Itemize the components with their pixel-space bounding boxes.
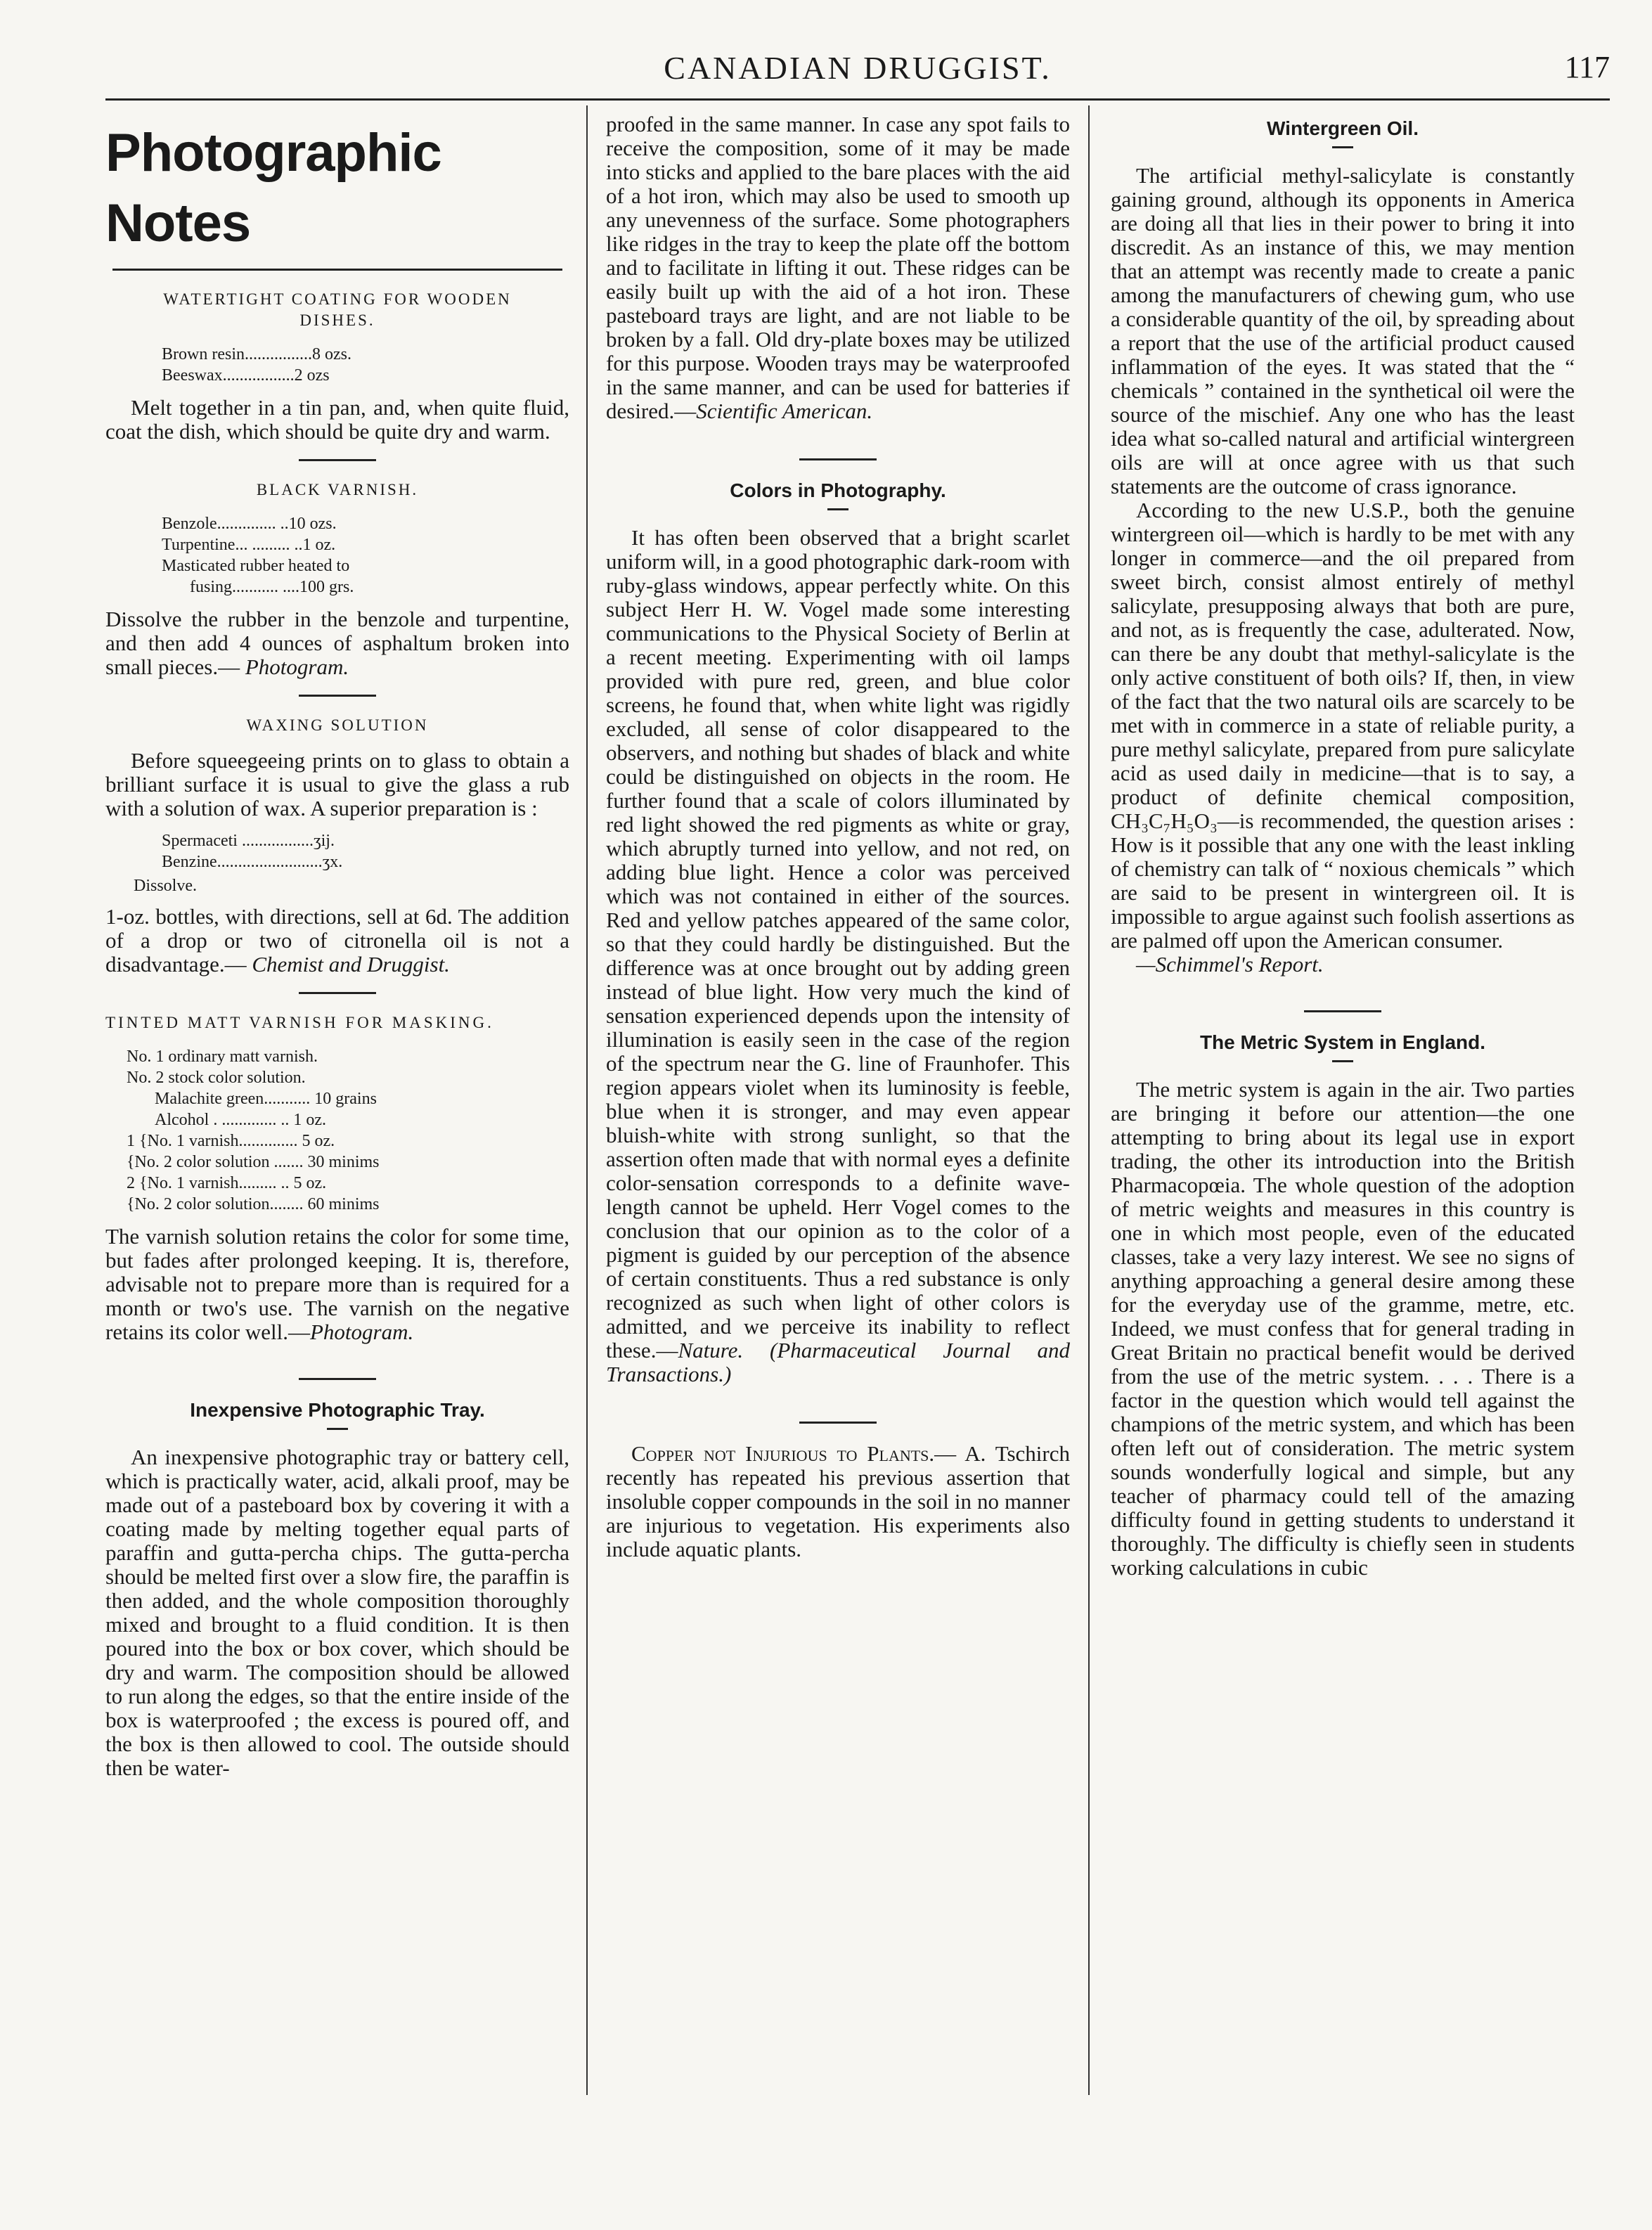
article-heading: Wintergreen Oil. xyxy=(1266,117,1419,139)
article-heading: Colors in Photography. xyxy=(730,479,946,501)
recipe-item: Alcohol . ............. .. 1 oz. xyxy=(155,1111,326,1129)
paragraph-text: proofed in the same manner. In case any spot fails to receive the composition, some of it may be made into sticks and applied to the bare places with the aid of a hot iron, which may also be used to smooth up any unevenness of the surface. Some photographers like ridges in the tray to keep the plate off the bottom and to facilitate in lifting it out. These ridges can be easily built up with the aid of a hot iron. These pasteboard trays are light, and are not liable to be broken by a fall. Old dry-plate boxes may be utilized for this purpose. Wooden trays may be waterproofed in the same manner, and can be used for batteries if desired.— xyxy=(606,112,1070,423)
source-citation: Photogram. xyxy=(310,1320,414,1344)
recipe-item: Malachite green........... 10 grains xyxy=(155,1090,377,1108)
recipe-item: Brown resin................8 ozs. xyxy=(162,345,351,363)
page-header xyxy=(105,28,1610,91)
paragraph-text: It has often been observed that a bright scarlet uniform will, in a good photographic dark-room with ruby-glass windows, appear perfectly white. On this subject Herr H. W. Vogel made some interesting communications to the Physical Society of Berlin at a recent meeting. Experimenting with oil lamps provided with pure red, green, and blue color screens, he found that, when white light was rigidly excluded, all sense of color disappeared to the observers, and nothing but shades of black and white could be distinguished on objects in the room. He further found that a scale of colors illuminated by red light showed the red pigments as white or gray, which abruptly turned into yellow, and not red, on adding blue light. Hence a color was perceived which was not contained in either of the sources. Red and yellow patches appeared of the same color, so that they could hardly be distinguished. But the difference was at once brought out by adding green instead of blue light. How very much the kind of sensation experienced depends upon the intensity of illumination is easily seen in the case of the region of the spectrum near the G. line of Fraunhofer. This region appears violet when its luminosity is feeble, blue when it is stronger, and may even appear bluish-white with strong sunlight, so that the assertion often made that with normal eyes a definite color-sensation corresponds to a definite wave-length cannot be upheld. Herr Vogel comes to the conclusion that our opinion as to the color of a pigment is guided by our perception of the absence of certain constituents. Thus a red substance is only recognized as such when light of other colors is admitted, and we perceive its inability to reflect these.— xyxy=(606,525,1070,1362)
dash-divider xyxy=(1332,1060,1353,1062)
divider xyxy=(299,992,376,994)
paragraph: An inexpensive photographic tray or battery cell, which is practically water, acid, alkali proof, may be made out of a pasteboard box by covering it with a coating made by melting together equal parts of paraffin and gutta-percha chips. The gutta-percha should be melted first over a slow fire, the paraffin is then added, and the whole composition thoroughly mixed and brought to a fluid condition. It is then poured into the box or box cover, which should be dry and warm. The composition should be allowed to run along the edges, so that the entire inside of the box is waterproofed ; the excess is poured off, and the box is then allowed to cool. The outside should then be water- xyxy=(105,1445,569,1780)
recipe-item: {No. 2 color solution ....... 30 minims xyxy=(127,1153,380,1171)
recipe-item: No. 2 stock color solution. xyxy=(127,1069,306,1087)
paragraph xyxy=(606,112,1070,423)
paragraph: The metric system is again in the air. Two parties are bringing it before our attention—the one attempting to bring about its legal use in export trading, the other its introduction into the British Pharmacopœia. The whole question of the adoption of metric weights and measures in this country is one in which most people, even of the educated classes, take a very lazy interest. We see no signs of anything approaching a general desire among these for the everyday use of the gramme, metre, etc. Indeed, we must confess that for general trading in Great Britain no practical benefit would be derived from the use of the metric system. . . . There is a factor in the question which would tell against the champions of the metric system, and which has been often left out of consideration. The metric system sounds wonderfully logical and simple, but any teacher of pharmacy could tell of the amazing difficulty found in getting students to understand it thoroughly. The difficulty is chiefly seen in students working calculations in cubic xyxy=(1111,1077,1575,1580)
divider xyxy=(1304,1010,1381,1012)
column-left xyxy=(105,112,569,1780)
column-divider xyxy=(1088,105,1090,2095)
source-citation: —Schimmel's Report. xyxy=(1136,952,1324,977)
source-citation: Photogram. xyxy=(245,655,349,679)
recipe-item: Beeswax.................2 ozs xyxy=(162,366,330,385)
paragraph: The artificial methyl-salicylate is constantly gaining ground, although its opponents in America are doing all that lies in their power to bring it into discredit. As an instance of this, we may mention that an attempt was recently made to create a panic among the manufacturers of chewing gum, who use a considerable quantity of the oil, by spreading about a report that the use of the artificial product caused inflammation of the eyes. It was stated that the “ chemicals ” contained in the synthetical oil were the source of the mischief. Any one who has the least idea what so-called natural and artificial wintergreen oils are will at once agree with us that such statements are the outcome of crass ignorance. xyxy=(1111,163,1575,498)
running-title: CANADIAN DRUGGIST. xyxy=(664,50,1052,86)
paragraph: Before squeegeeing prints on to glass to obtain a brilliant surface it is usual to give the glass a rub with a solution of wax. A superior preparation is : xyxy=(105,748,569,820)
recipe-item: {No. 2 color solution........ 60 minims xyxy=(127,1195,380,1213)
title-rule xyxy=(112,269,562,271)
recipe-list xyxy=(162,344,569,386)
paragraph xyxy=(606,526,1070,1386)
run-in-heading: Copper not Injurious to Plants.— xyxy=(631,1441,957,1466)
recipe-item: 1 {No. 1 varnish.............. 5 oz. xyxy=(127,1132,335,1150)
recipe-item: Spermaceti .................ʒij. xyxy=(162,832,335,850)
paragraph: Melt together in a tin pan, and, when quite fluid, coat the dish, which should be quite dry and warm. xyxy=(105,395,569,444)
dash-divider xyxy=(327,1428,348,1430)
recipe-item: No. 1 ordinary matt varnish. xyxy=(127,1048,318,1066)
recipe-item: Turpentine... ......... ..1 oz. xyxy=(162,536,336,554)
paragraph-text: 1-oz. bottles, with directions, sell at 6d. The addition of a drop or two of citronella oil is not a disadvantage.— xyxy=(105,904,569,977)
paragraph xyxy=(606,1442,1070,1561)
paragraph xyxy=(105,1225,569,1344)
subheading-tinted-varnish: TINTED MATT VARNISH FOR MASKING. xyxy=(105,1014,494,1031)
divider xyxy=(799,1422,877,1424)
source-citation: Nature. (Pharmaceutical Journal and Transactions.) xyxy=(606,1338,1070,1386)
recipe-item: Benzole.............. ..10 ozs. xyxy=(162,515,337,533)
recipe-list xyxy=(162,830,569,872)
subheading-waxing: WAXING SOLUTION xyxy=(246,716,429,734)
recipe-list xyxy=(127,1046,569,1215)
column-middle xyxy=(606,112,1070,1561)
paragraph-text: A. Tschirch recently has repeated his previous assertion that insoluble copper compounds in the soil in no manner are injurious to vegetation. His experiments also include aquatic plants. xyxy=(606,1441,1070,1561)
recipe-item: 2 {No. 1 varnish......... .. 5 oz. xyxy=(127,1174,327,1192)
subheading-black-varnish: BLACK VARNISH. xyxy=(256,481,419,498)
recipe-item: Masticated rubber heated to xyxy=(162,557,350,575)
page-number: 117 xyxy=(1564,50,1610,84)
section-title: Photographic Notes xyxy=(105,123,441,253)
header-rule xyxy=(105,98,1610,101)
subheading-watertight: WATERTIGHT COATING FOR WOODEN DISHES. xyxy=(163,290,512,329)
recipe-list xyxy=(162,513,569,598)
dash-divider xyxy=(827,508,848,510)
recipe-item: Benzine.........................ʒx. xyxy=(162,853,343,871)
divider xyxy=(299,459,376,461)
recipe-note: Dissolve. xyxy=(134,877,197,895)
paragraph-text: The varnish solution retains the color for some time, but fades after prolonged keeping. It is, therefore, advisable not to prepare more than is required for a month or two's use. The varnish on the negative retains its color well.— xyxy=(105,1224,569,1344)
recipe-item: fusing........... ....100 grs. xyxy=(190,578,354,596)
article-heading: Inexpensive Photographic Tray. xyxy=(190,1399,485,1421)
paragraph xyxy=(105,905,569,977)
source-citation: Scientific American. xyxy=(696,399,873,423)
dash-divider xyxy=(1332,146,1353,148)
paragraph xyxy=(1111,953,1575,977)
divider xyxy=(299,695,376,697)
paragraph: According to the new U.S.P., both the genuine wintergreen oil—which is hardly to be met with any longer in commerce—and the oil prepared from sweet birch, consist almost entirely of methyl salicylate, presupposing always that both are pure, and not, as is frequently the case, adulterated. Now, can there be any doubt that methyl-salicylate is the only active constituent of both oils? If, then, in view of the fact that the two natural oils are scarcely to be met with in commerce in a state of reliable purity, a pure methyl salicylate, prepared from pure salicylate acid as used daily in medicine—that is to say, a product of definite chemical composition, CH₃C₇H₅O₃—is recommended, the question arises : How is it possible that any one with the least inkling of chemistry can talk of “ noxious chemicals ” which are said to be present in wintergreen oil. It is impossible to argue against such foolish assertions as are palmed off upon the American consumer. xyxy=(1111,498,1575,953)
column-divider xyxy=(586,105,588,2095)
article-heading: The Metric System in England. xyxy=(1199,1031,1486,1053)
paragraph xyxy=(105,607,569,679)
divider xyxy=(799,458,877,460)
paragraph-text: Dissolve the rubber in the benzole and turpentine, and then add 4 ounces of asphaltum broken into small pieces.— xyxy=(105,607,569,679)
column-right xyxy=(1111,112,1575,1580)
divider xyxy=(299,1378,376,1380)
source-citation: Chemist and Druggist. xyxy=(252,952,450,977)
